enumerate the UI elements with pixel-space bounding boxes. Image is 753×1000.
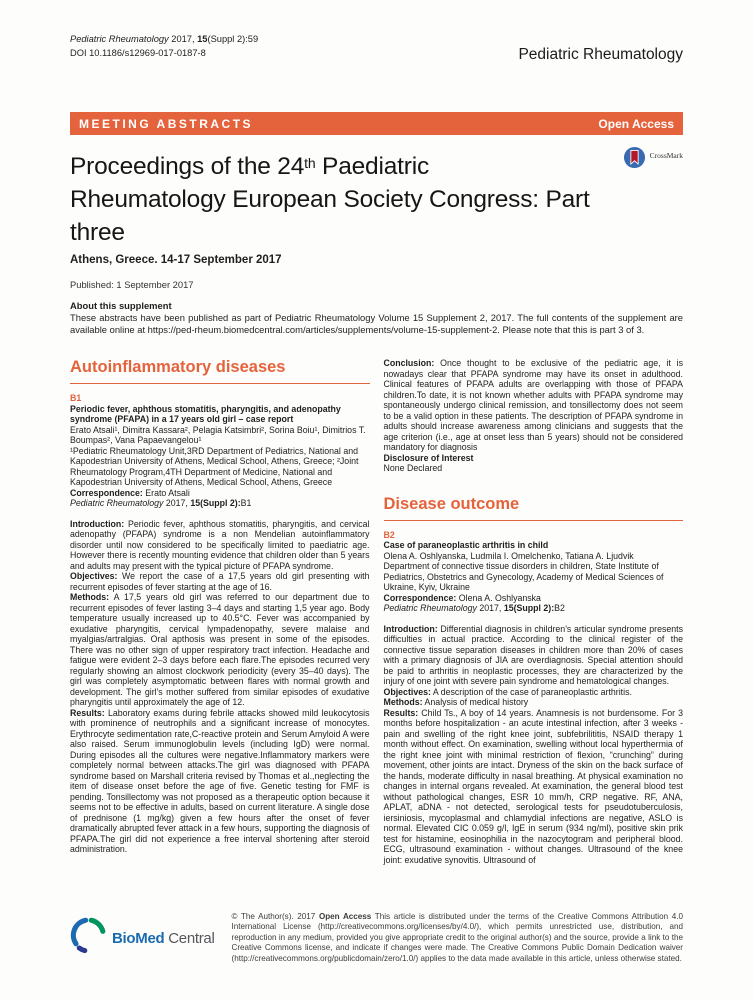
abstract-id-b2: B2 <box>383 529 395 540</box>
meeting-abstracts-banner <box>70 112 683 135</box>
abstract-id-b1: B1 <box>70 393 82 403</box>
published-date: Published: 1 September 2017 <box>70 279 194 290</box>
journal-title: Pediatric Rheumatology <box>518 46 683 63</box>
affiliations-b1: ¹Pediatric Rheumatology Unit,3RD Department of Pediatrics, National and Kapodestrian University of Athens, Medical School, Athens, Greece; ²Joint Rheumatology Program,4TH Department of Medicine, National and Kapodestrian University of Athens, Medical School, Athens, Greece <box>70 445 359 487</box>
license-text: © The Author(s). 2017 Open Access This article is distributed under the terms of the Creative Commons Attribution 4.0 International License (http://creativecommons.org/licenses/by/4.0/), which permits unrestricted use, distribution, and reproduction in any medium, provided you give appropriate credit to the original author(s) and the source, provide a link to the Creative Commons license, and indicate if changes were made. The Creative Commons Public Domain Dedication waiver (http://creativecommons.org/publicdomain/zero/1.0/) applies to the data made available in this article, unless otherwise stated. <box>231 912 683 963</box>
left-column <box>70 358 370 865</box>
authors-b1: Erato Atsali¹, Dimitra Kassara², Pelagia Katsimbri², Sorina Boiu¹, Dimitrios T. Boumpas², Vana Papaevangelou¹ <box>70 424 366 445</box>
section-heading-disease-outcome: Disease outcome <box>384 495 684 521</box>
authors-b2: Olena A. Oshlyanska, Ludmila I. Omelchenko, Tatiana A. Ljudvik <box>383 550 634 561</box>
disclosure-text: None Declared <box>383 463 443 473</box>
supplement-note <box>70 300 683 336</box>
abstract-paragraph-objectives: Objectives: We report the case of a 17,5 years old girl presenting with recurrent episodes of fever starting at the age of 16. <box>70 571 370 592</box>
open-access-label: Open Access <box>598 116 674 131</box>
disclosure-heading: Disclosure of Interest <box>383 452 474 463</box>
affiliations-b2: Department of connective tissue disorders in children, State Institute of Pediatrics, Obstetrics and Gynecology, Academy of Medical Sciences of Ukraine, Kyiv, Ukraine <box>383 561 664 592</box>
crossmark-label: CrossMark <box>649 151 683 160</box>
abstract-paragraph-results: Results: Child Ts., A boy of 14 years. Anamnesis is not burdensome. For 3 months before hospitalization - an acute intestinal infection, after 3 weeks - pain and swelling of the right knee joint, subfebrilititis, NSAID therapy 1 month without effect. On examination, swelling without local hyperthermia of the right knee joint with minimal restriction of flexion, “crunching” during movement, other joints are intact. Dryness of the skin on the back surface of the hands, moderate difficulty in nasal breathing. At physical examination no changes in internal organs revealed. At examination, the general blood test without pathological changes, ESR 10 mm/h, CRP negative. RF, ANA, APLAT, aDNA - not detected, serological tests for pseudotuberculosis, iersiniosis, mycoplasmal and chlamydial infections are negative, ASLO is normal. Elevated CIC 0.059 g/l, IgE in serum (934 ng/ml), positive skin prik test for histamine, eosinophilia in the nazocytogram and peripheral blood. ECG, ultrasound examination - without changes. Ultrasound of the knee joint: exudative synovitis. Ultrasound of <box>383 707 683 865</box>
supplement-heading: About this supplement <box>70 300 172 311</box>
right-column <box>384 358 684 865</box>
correspondence-b2: Correspondence: Olena A. Oshlyanska <box>383 592 541 603</box>
article-title: Proceedings of the 24th Paediatric Rheumatology European Society Congress: Part three <box>70 153 590 246</box>
correspondence-b1: Correspondence: Erato Atsali <box>70 487 190 498</box>
abstract-paragraph-objectives: Objectives: A description of the case of paraneoplastic arthritis. <box>383 686 632 697</box>
conference-info: Athens, Greece. 14-17 September 2017 <box>70 254 282 266</box>
footer <box>70 912 683 964</box>
biomed-central-icon <box>70 917 107 959</box>
doi: DOI 10.1186/s12969-017-0187-8 <box>70 47 206 58</box>
abstract-columns <box>70 358 683 865</box>
journal-citation-block <box>70 33 258 60</box>
crossmark-badge[interactable] <box>623 146 683 174</box>
abstract-paragraph-methods: Methods: A 17,5 years old girl was referred to our department due to recurrent episodes of fever lasting 3–4 days and starting 1,5 year ago. Body temperature usually increased up to 40.5°C. Fever was accompanied by exudative pharyngitis, cervical lympadenopathy, severe malaise and myalgias/artralgias. Oral apthosis was present in some of the episodes. There was no other sign of upper respiratory tract infection. Headache and fatigue were evident 2–3 days before each flare.The episodes recurred very regularly showing an almost clockwork periodicity (every 35–40 days). The girl was completely asymptomatic between flares with normal growth and development. The girl's mother suffered from similar episodes of exudative pharyngitis until approximately the age of 12. <box>70 592 370 707</box>
journal-citation: Pediatric Rheumatology 2017, 15(Suppl 2):59 <box>70 34 259 44</box>
citation-b1: Pediatric Rheumatology 2017, 15(Suppl 2):B1 <box>70 498 252 508</box>
abstract-paragraph-conclusion: Conclusion: Once thought to be exclusive of the pediatric age, it is nowadays clear that PFAPA syndrome may have its onset in adulthood. Clinical features of PFAPA adults are overlapping with those of PFAPA children.To date, it is not known whether adults with PFAPA syndrome may spontaneously undergo clinical remission, and tonsillectomy does not seem to be a valid option in these patients. The description of PFAPA syndrome in adults should increase awareness among clinicians and suggests that the age criterion (i.e., age at onset less than 5 years) should not be considered mandatory for diagnosis <box>383 358 683 452</box>
abstract-paragraph-introduction: Introduction: Differential diagnosis in children's articular syndrome presents difficulties in actual practice. According to the clinical register of the connective tissue separation diseases in children more than 20% of cases with a primary diagnosis of JIA are overdiagnosis. Special attention should be paid to arthritis in neoplastic processes, they are characterized by the injury of one joint with severe pain syndrome and hematological changes. <box>383 623 683 686</box>
abstract-paragraph-methods: Methods: Analysis of medical history <box>383 697 529 707</box>
biomed-central-logo <box>70 917 215 959</box>
abstract-title-b2: Case of paraneoplastic arthritis in child <box>383 540 549 550</box>
journal-name-italic: Pediatric Rheumatology <box>70 34 169 44</box>
abstract-paragraph-introduction: Introduction: Periodic fever, aphthous stomatitis, pharyngitis, and cervical adenopathy (PFAPA) syndrome is a non Mendelian autoinflammatory disorder until now considered to be specifically limited to paediatric age. However there is recently mounting evidence that children older than 5 years and adults may present with the typical picture of PFAPA syndrome. <box>70 518 370 571</box>
article-title-block <box>70 147 590 249</box>
citation-b2: Pediatric Rheumatology 2017, 15(Suppl 2):B2 <box>383 603 565 613</box>
abstract-title-b1: Periodic fever, aphthous stomatitis, pharyngitis, and adenopathy syndrome (PFAPA) in a 17 years old girl – case report <box>70 403 341 424</box>
biomed-central-wordmark: BioMed Central <box>112 929 215 947</box>
title-superscript: th <box>304 155 316 171</box>
crossmark-icon <box>623 146 646 174</box>
abstract-paragraph-results: Results: Laboratory exams during febrile attacks showed mild leukocytosis with prominence of neutrophils and a significant increase of monocytes. Erythrocyte sedimentation rate,C-reactive protein and Serum Amyloid A were also raised. Serum immunoglobulin levels (including IgD) were normal. During episodes all the cultures were negative.Inflammatory markers were completely normal between attacks.The girl was diagnosed with PFAPA syndrome based on Marshall criteria revised by Thomas et al.,neglecting the item of disease onset before the age of five. Genetic testing for FMF is pending. Tonsillectomy was not proposed as a therapeutic option because it seems not to be effective in adults, based on current literature. A single dose of prednisone (1 mg/kg) given a few hours after the onset of fever dramatically abrupted fever attack in a few hours, supporting the diagnosis of PFAPA.The girl did not experience a free interval shortening after steroid administration. <box>70 707 370 854</box>
supplement-text: These abstracts have been published as part of Pediatric Rheumatology Volume 15 Supplement 2, 2017. The full contents of the supplement are available online at https://ped-rheum.biomedcentral.com/articles/supplements/volume-15-supplement-2. Please note that this is part 3 of 3. <box>70 312 683 335</box>
section-heading-autoinflammatory-diseases: Autoinflammatory diseases <box>70 358 370 384</box>
banner-label: MEETING ABSTRACTS <box>79 116 254 131</box>
